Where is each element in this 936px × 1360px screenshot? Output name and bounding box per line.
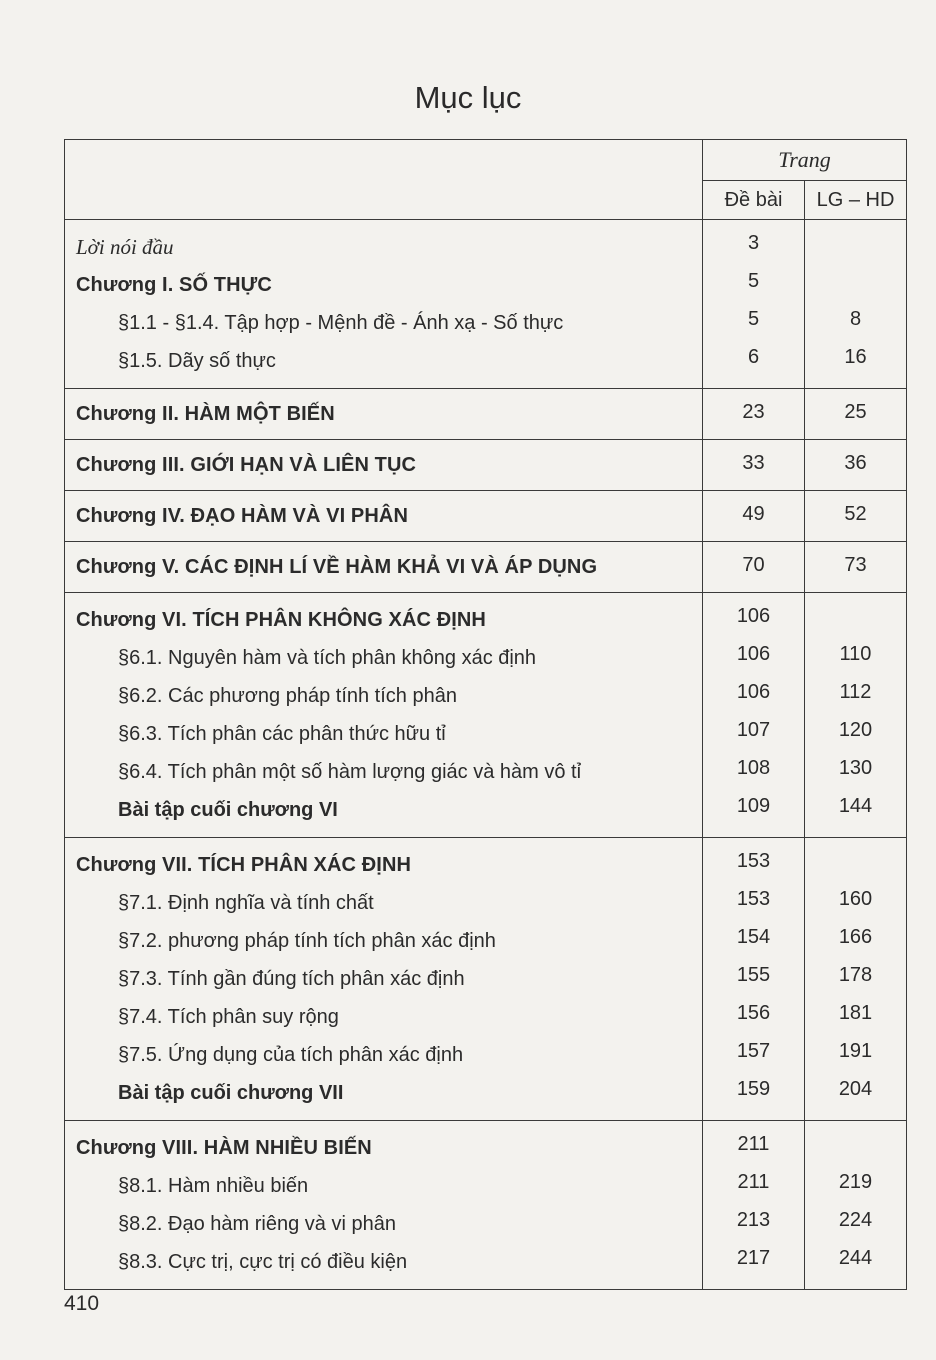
toc-row xyxy=(65,960,907,998)
toc-entry-title: §8.3. Cực trị, cực trị có điều kiện xyxy=(65,1243,703,1281)
toc-section xyxy=(65,389,907,440)
toc-entry-title: Chương IV. ĐẠO HÀM VÀ VI PHÂN xyxy=(65,491,703,542)
toc-entry-title: Lời nói đầu xyxy=(65,228,703,266)
toc-entry-problem-page: 5 xyxy=(703,304,805,342)
toc-row xyxy=(65,677,907,715)
toc-row xyxy=(65,998,907,1036)
toc-entry-title: Chương VI. TÍCH PHÂN KHÔNG XÁC ĐỊNH xyxy=(65,601,703,639)
toc-entry-problem-page: 106 xyxy=(703,601,805,639)
toc-section xyxy=(65,491,907,542)
toc-entry-solution-page: 178 xyxy=(805,960,907,998)
toc-entry-problem-page: 213 xyxy=(703,1205,805,1243)
toc-entry-title: §7.3. Tính gần đúng tích phân xác định xyxy=(65,960,703,998)
toc-entry-solution-page: 16 xyxy=(805,342,907,380)
toc-row xyxy=(65,1074,907,1112)
toc-entry-problem-page: 23 xyxy=(703,389,805,440)
toc-entry-solution-page: 144 xyxy=(805,791,907,829)
header-blank-cell xyxy=(65,140,703,220)
toc-entry-problem-page: 33 xyxy=(703,440,805,491)
toc-row xyxy=(65,639,907,677)
toc-entry-solution-page xyxy=(805,846,907,884)
toc-entry-problem-page: 109 xyxy=(703,791,805,829)
toc-entry-title: §6.4. Tích phân một số hàm lượng giác và hàm vô tỉ xyxy=(65,753,703,791)
toc-entry-problem-page: 5 xyxy=(703,266,805,304)
toc-entry-solution-page: 191 xyxy=(805,1036,907,1074)
toc-row xyxy=(65,715,907,753)
toc-entry-solution-page: 181 xyxy=(805,998,907,1036)
toc-entry-solution-page: 36 xyxy=(805,440,907,491)
toc-entry-solution-page: 120 xyxy=(805,715,907,753)
toc-entry-title: Chương V. CÁC ĐỊNH LÍ VỀ HÀM KHẢ VI VÀ ÁP DỤNG xyxy=(65,542,703,593)
toc-row xyxy=(65,846,907,884)
toc-entry-solution-page: 160 xyxy=(805,884,907,922)
toc-entry-title: Chương II. HÀM MỘT BIẾN xyxy=(65,389,703,440)
toc-section xyxy=(65,838,907,1121)
toc-entry-solution-page: 8 xyxy=(805,304,907,342)
table-of-contents xyxy=(64,139,907,1290)
toc-row xyxy=(65,228,907,266)
toc-entry-problem-page: 108 xyxy=(703,753,805,791)
toc-entry-title: §7.5. Ứng dụng của tích phân xác định xyxy=(65,1036,703,1074)
toc-entry-title: §8.2. Đạo hàm riêng và vi phân xyxy=(65,1205,703,1243)
toc-entry-solution-page: 73 xyxy=(805,542,907,593)
toc-entry-solution-page: 166 xyxy=(805,922,907,960)
toc-entry-problem-page: 106 xyxy=(703,677,805,715)
toc-entry-problem-page: 70 xyxy=(703,542,805,593)
toc-entry-title: §1.1 - §1.4. Tập hợp - Mệnh đề - Ánh xạ - Số thực xyxy=(65,304,703,342)
toc-entry-title: §6.1. Nguyên hàm và tích phân không xác định xyxy=(65,639,703,677)
toc-section xyxy=(65,542,907,593)
toc-entry-title: Chương VIII. HÀM NHIỀU BIẾN xyxy=(65,1129,703,1167)
toc-row xyxy=(65,753,907,791)
toc-entry-title: Bài tập cuối chương VI xyxy=(65,791,703,829)
toc-entry-title: §8.1. Hàm nhiều biến xyxy=(65,1167,703,1205)
toc-entry-problem-page: 49 xyxy=(703,491,805,542)
toc-row xyxy=(65,342,907,380)
toc-row xyxy=(65,601,907,639)
toc-entry-solution-page: 112 xyxy=(805,677,907,715)
toc-row xyxy=(65,542,907,593)
toc-entry-problem-page: 107 xyxy=(703,715,805,753)
header-solutions: LG – HD xyxy=(805,181,907,220)
toc-entry-title: §7.4. Tích phân suy rộng xyxy=(65,998,703,1036)
page-title: Mục lục xyxy=(414,80,522,115)
toc-entry-solution-page: 130 xyxy=(805,753,907,791)
toc-entry-solution-page xyxy=(805,228,907,266)
toc-entry-solution-page: 52 xyxy=(805,491,907,542)
toc-entry-problem-page: 3 xyxy=(703,228,805,266)
toc-entry-title: Chương III. GIỚI HẠN VÀ LIÊN TỤC xyxy=(65,440,703,491)
toc-row xyxy=(65,791,907,829)
toc-entry-problem-page: 217 xyxy=(703,1243,805,1281)
toc-section xyxy=(65,593,907,838)
toc-entry-solution-page: 219 xyxy=(805,1167,907,1205)
toc-section xyxy=(65,1121,907,1290)
toc-entry-problem-page: 106 xyxy=(703,639,805,677)
toc-row xyxy=(65,1167,907,1205)
toc-entry-title: §6.3. Tích phân các phân thức hữu tỉ xyxy=(65,715,703,753)
toc-entry-solution-page: 25 xyxy=(805,389,907,440)
toc-entry-title: §6.2. Các phương pháp tính tích phân xyxy=(65,677,703,715)
toc-entry-problem-page: 156 xyxy=(703,998,805,1036)
toc-entry-solution-page: 224 xyxy=(805,1205,907,1243)
toc-entry-solution-page: 244 xyxy=(805,1243,907,1281)
header-problems: Đề bài xyxy=(703,181,805,220)
toc-entry-problem-page: 157 xyxy=(703,1036,805,1074)
page-number: 410 xyxy=(64,1292,100,1315)
toc-entry-problem-page: 155 xyxy=(703,960,805,998)
toc-section xyxy=(65,220,907,389)
toc-entry-problem-page: 211 xyxy=(703,1167,805,1205)
toc-entry-title: Bài tập cuối chương VII xyxy=(65,1074,703,1112)
toc-entry-solution-page xyxy=(805,1129,907,1167)
toc-entry-title: Chương I. SỐ THỰC xyxy=(65,266,703,304)
toc-row xyxy=(65,1205,907,1243)
toc-row xyxy=(65,389,907,440)
toc-entry-problem-page: 153 xyxy=(703,846,805,884)
toc-entry-problem-page: 6 xyxy=(703,342,805,380)
toc-row xyxy=(65,922,907,960)
toc-entry-solution-page xyxy=(805,601,907,639)
toc-row xyxy=(65,1036,907,1074)
toc-row xyxy=(65,884,907,922)
toc-section xyxy=(65,440,907,491)
toc-entry-solution-page: 110 xyxy=(805,639,907,677)
toc-entry-title: §7.1. Định nghĩa và tính chất xyxy=(65,884,703,922)
toc-row xyxy=(65,1129,907,1167)
toc-row xyxy=(65,1243,907,1281)
toc-entry-problem-page: 159 xyxy=(703,1074,805,1112)
toc-entry-problem-page: 154 xyxy=(703,922,805,960)
toc-entry-problem-page: 153 xyxy=(703,884,805,922)
header-pages: Trang xyxy=(703,140,907,181)
toc-entry-title: §7.2. phương pháp tính tích phân xác định xyxy=(65,922,703,960)
toc-row xyxy=(65,304,907,342)
toc-row xyxy=(65,491,907,542)
toc-entry-solution-page xyxy=(805,266,907,304)
toc-row xyxy=(65,266,907,304)
toc-entry-solution-page: 204 xyxy=(805,1074,907,1112)
toc-entry-title: Chương VII. TÍCH PHÂN XÁC ĐỊNH xyxy=(65,846,703,884)
toc-row xyxy=(65,440,907,491)
toc-entry-title: §1.5. Dãy số thực xyxy=(65,342,703,380)
toc-entry-problem-page: 211 xyxy=(703,1129,805,1167)
